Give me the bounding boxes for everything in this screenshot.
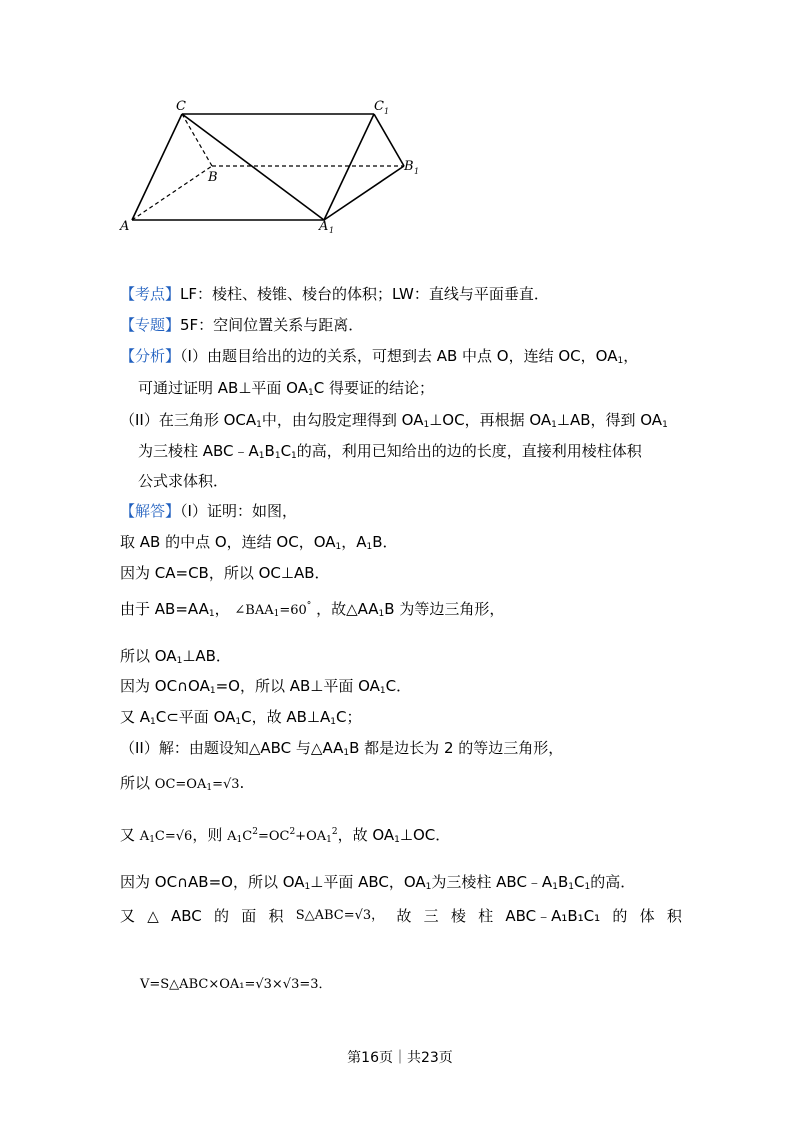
jieda-line-3: 因为 CA=CB，所以 OC⊥AB． bbox=[120, 564, 330, 582]
fenxi-line-5: 公式求体积． bbox=[138, 472, 229, 490]
page-footer: 第16页｜共23页 bbox=[347, 1050, 453, 1066]
jieda-line-7: 又 $A_1C\subset$平面 $OA_1C$，故 $AB\perp A_1C$； bbox=[120, 708, 362, 727]
zhuanti-tag: 【专题】 bbox=[120, 316, 181, 334]
fenxi-line-2: 可通过证明 AB⊥平面 $OA_1C$ 得要证的结论； bbox=[138, 379, 434, 398]
fenxi-tag: 【分析】 bbox=[120, 347, 181, 365]
jieda-line-13 bbox=[140, 973, 332, 995]
jieda-line-6: 因为 $OC\cap OA_1=O$，所以 AB⊥平面 $OA_1C$． bbox=[120, 677, 412, 696]
zhuanti-line bbox=[120, 315, 363, 335]
label-c1-sub: 1 bbox=[384, 107, 390, 116]
jieda-line-10: 又 $A_1C=√6$，则 $A_1C^2=OC^2+OA_1^2$，故 $OA_1\perp OC$． bbox=[120, 826, 451, 845]
jieda-line-5: 所以 $OA_1\perp AB$． bbox=[120, 647, 231, 666]
jieda-line-1: 【解答】（I）证明：如图， bbox=[120, 502, 297, 520]
jieda-line-2: 取 AB 的中点 O，连结 OC，$OA_1$，$A_1B$． bbox=[120, 533, 398, 552]
label-c1: C bbox=[374, 99, 384, 114]
pythagoras-expression: $A_1C^2=OC^2+OA_1^2$ bbox=[227, 827, 338, 845]
oc-oa1-expression: $OC=OA_1=√3$ bbox=[154, 777, 240, 793]
jieda-line-11: 因为 OC∩AB=O，所以 $OA_1\perp$平面 ABC，$OA_1$为三棱柱 $ABC﹣A_1B_1C_1$的高． bbox=[120, 873, 636, 892]
jieda-line-4: 由于 $AB=AA_1$， $\angle BAA_1=60^\circ$ ，故$\triangle AA_1B$ 为等边三角形， bbox=[120, 600, 505, 619]
label-a1-sub: 1 bbox=[329, 226, 335, 235]
label-a1: A bbox=[319, 219, 329, 234]
kaodian-line bbox=[120, 284, 549, 304]
kaodian-text: LF：棱柱、棱锥、棱台的体积；LW：直线与平面垂直． bbox=[180, 285, 549, 303]
edge-a1c1 bbox=[324, 114, 374, 220]
prism-figure bbox=[118, 92, 428, 240]
jieda-tag: 【解答】 bbox=[120, 502, 181, 520]
label-a: A bbox=[120, 219, 130, 234]
angle-expression: $\angle BAA_1=60^\circ$ bbox=[234, 601, 312, 619]
fenxi-line-4: 为三棱柱 $ABC﹣A_1B_1C_1$的高，利用已知给出的边的长度，直接利用棱柱体积 bbox=[138, 442, 642, 461]
label-b1-sub: 1 bbox=[414, 167, 420, 176]
edge-c1b1 bbox=[374, 114, 404, 166]
volume-expression: V=S△ABC×OA₁=√3×√3=3． bbox=[140, 977, 332, 992]
label-b: B bbox=[208, 170, 218, 185]
edge-cb-hidden bbox=[182, 114, 212, 166]
kaodian-tag: 【考点】 bbox=[120, 285, 181, 303]
area-expression: S△ABC=√3， bbox=[295, 908, 385, 923]
edge-ac bbox=[132, 114, 182, 220]
label-b1: B bbox=[404, 159, 414, 174]
edge-ca1 bbox=[182, 114, 324, 220]
fenxi-line-3: （II）在三角形 $OCA_1$中，由勾股定理得到 $OA_1\perp OC$，再根据 $OA_1\perp AB$，得到 $OA_1$ bbox=[120, 411, 668, 430]
label-c: C bbox=[176, 99, 186, 114]
zhuanti-text: 5F：空间位置关系与距离． bbox=[180, 316, 364, 334]
jieda-line-9: 所以 $OC=OA_1=√3$. bbox=[120, 774, 245, 793]
fenxi-line-1: 【分析】（I）由题目给出的边的关系，可想到去 AB 中点 O，连结 OC，$OA_1$， bbox=[120, 347, 639, 366]
jieda-line-12: 又 △ ABC 的 面 积 S△ABC=√3， 故 三 棱 柱 ABC﹣A₁B₁C₁ 的 体 积 bbox=[120, 907, 682, 925]
jieda-line-8: （II）解：由题设知△ABC 与$\triangle AA_1B$ 都是边长为 2 的等边三角形， bbox=[120, 739, 564, 758]
